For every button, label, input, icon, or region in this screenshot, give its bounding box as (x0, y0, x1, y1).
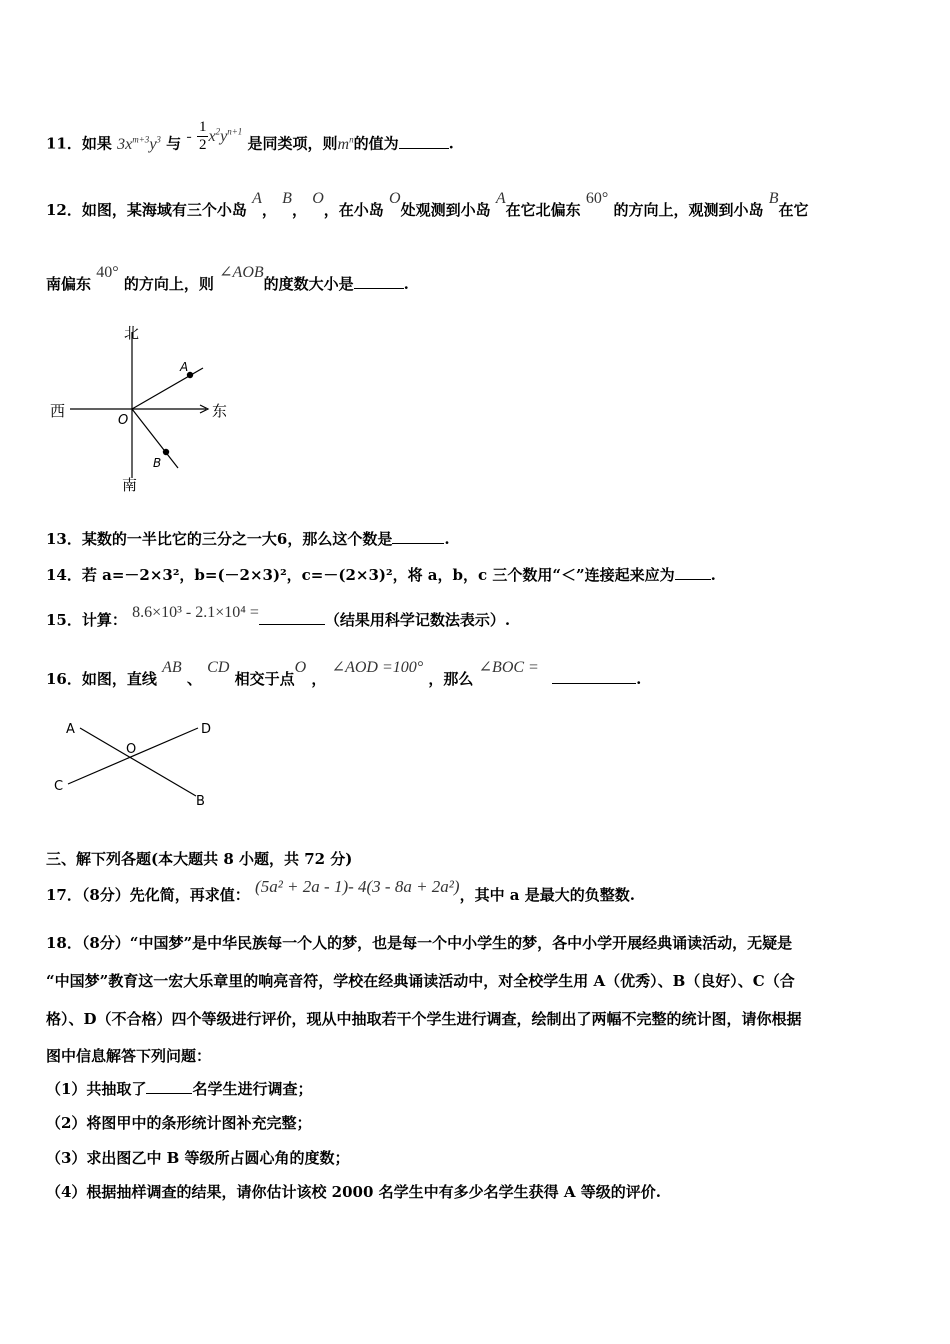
question-18-part-2: （2）将图甲中的条形统计图补充完整； (46, 1114, 312, 1132)
question-14: 14．若 a=－2×3²，b=(－2×3)²，c=－(2×3)²，将 a，b，c 三个数用“＜”连接起来应为 . (46, 566, 716, 584)
q11-number: 11． (46, 134, 82, 153)
question-12-cont: 南偏东 40° 的方向上，则 ∠AOB的度数大小是 . (46, 264, 409, 293)
point-B-label: B (153, 456, 162, 470)
question-18-part-3: （3）求出图乙中 B 等级所占圆心角的度数； (46, 1149, 350, 1167)
point-A-label: A (180, 360, 189, 374)
question-18-line-4: 图中信息解答下列问题： (46, 1047, 212, 1065)
question-11: 11．如果 $3x^{m+3}y^3$ 与 - $\frac{1}{2}$ $x^2y^{n+1}$ 是同类项，则$m^n$的值为 . (46, 119, 454, 153)
q16-ask-angle: ∠BOC = (478, 659, 539, 676)
east-label: 东 (212, 402, 228, 420)
q17-expression: (5a² + 2a - 1)- 4(3 - 8a + 2a²) (255, 877, 460, 896)
label-C: C (54, 779, 64, 794)
question-18-part-4: （4）根据抽样调查的结果，请你估计该校 2000 名学生中有多少名学生获得 A 等级的评价. (46, 1183, 661, 1201)
answer-blank (259, 610, 325, 625)
question-18-part-1: （1）共抽取了 名学生进行调查； (46, 1080, 313, 1098)
question-17: 17．（8分）先化简，再求值： (5a² + 2a - 1)- 4(3 - 8a + 2a²)，其中 a 是最大的负整数. (46, 877, 635, 904)
answer-blank (399, 134, 449, 149)
label-O: O (126, 742, 137, 757)
label-A: A (66, 722, 75, 737)
answer-blank (552, 669, 636, 684)
compass-figure (40, 318, 250, 498)
intersecting-lines-figure (48, 714, 228, 814)
q12-number: 12． (46, 201, 82, 219)
question-18-line-3: 格）、D（不合格）四个等级进行评价，现从中抽取若干个学生进行调查，绘制出了两幅不完整的统计图，请你根据 (46, 1010, 802, 1028)
question-15: 15．计算： 8.6×10³ - 2.1×10⁴ = （结果用科学记数法表示）. (46, 604, 511, 629)
question-12: 12．如图，某海域有三个小岛 A， B， O，在小岛 O处观测到小岛 A在它北偏东 60° 的方向上，观测到小岛 B在它 (46, 190, 809, 219)
answer-blank (675, 565, 711, 580)
q11-expr3: $m^n$ (337, 134, 354, 153)
point-O-label: O (118, 413, 129, 428)
q11-expr2: $x^2y^{n+1}$ (208, 126, 243, 145)
answer-blank (354, 274, 404, 289)
q11-expr1: $3x^{m+3}y^3$ (117, 134, 161, 153)
south-label: 南 (122, 476, 138, 494)
label-D: D (201, 722, 212, 737)
question-13: 13．某数的一半比它的三分之一大6，那么这个数是 . (46, 530, 450, 548)
question-18-line-2: “中国梦”教育这一宏大乐章里的响亮音符，学校在经典诵读活动中，对全校学生用 A（优秀）、B（良好）、C（合 (46, 972, 795, 990)
answer-blank (392, 529, 444, 544)
label-B: B (196, 794, 205, 809)
question-16: 16．如图，直线 AB 、 CD 相交于点O ， ∠AOD =100° ，那么 ∠BOC = . (46, 659, 642, 688)
section-3-heading: 三、解下列各题(本大题共 8 小题，共 72 分) (46, 850, 353, 868)
west-label: 西 (50, 402, 66, 420)
q15-expression: 8.6×10³ - 2.1×10⁴ = (132, 604, 259, 621)
answer-blank (146, 1079, 192, 1094)
north-label: 北 (124, 324, 140, 342)
q16-given-angle: ∠AOD =100° (331, 659, 424, 676)
question-18-line-1: 18．（8分）“中国梦”是中华民族每一个人的梦，也是每一个中小学生的梦，各中小学开展经典诵读活动，无疑是 (46, 934, 793, 952)
q11-fraction: $\frac{1}{2}$ (198, 119, 207, 153)
